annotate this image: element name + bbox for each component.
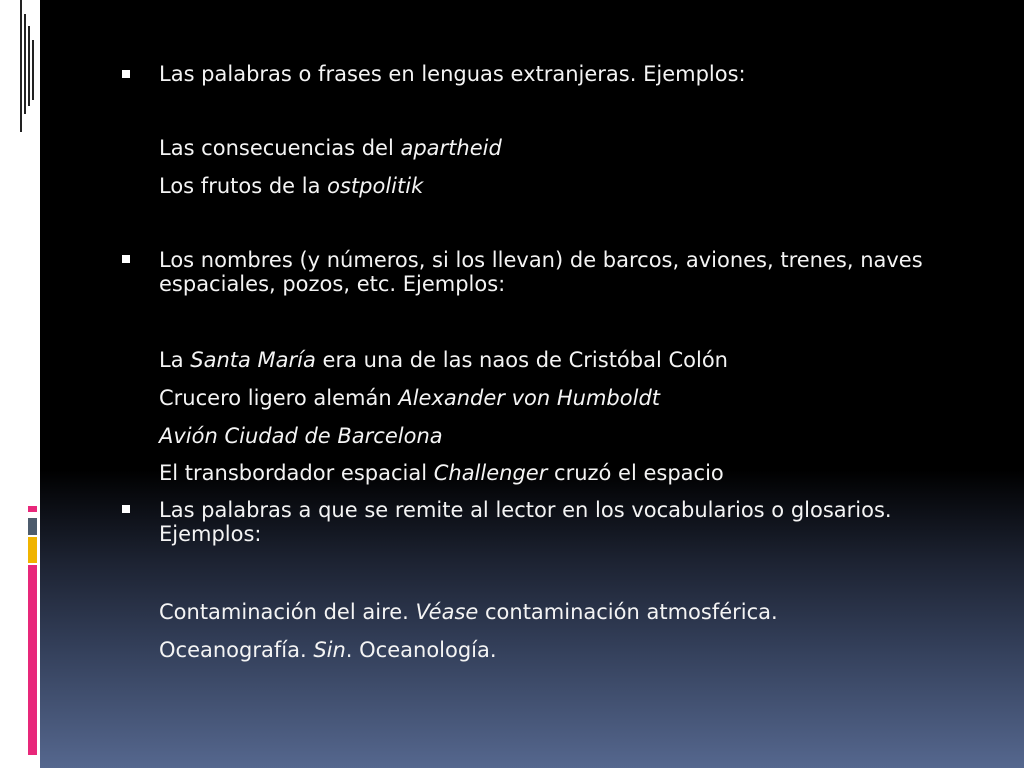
example-italic: Challenger <box>433 461 548 485</box>
example-plain: Las consecuencias del <box>159 136 401 160</box>
bullet-marker-1 <box>122 70 130 78</box>
example-pre: Contaminación del aire. <box>159 600 416 624</box>
example-plain: Los frutos de la <box>159 174 328 198</box>
example-pre: El transbordador espacial <box>159 461 434 485</box>
bullet-text-1: Las palabras o frases en lenguas extranjeras. Ejemplos: <box>159 62 746 86</box>
bullet-marker-2 <box>122 255 130 263</box>
example-italic: apartheid <box>400 136 502 160</box>
example-pre: La <box>159 348 191 372</box>
decorative-bar-grey <box>28 518 37 535</box>
example-pre: Oceanografía. <box>159 638 314 662</box>
bullet-text-3: Las palabras a que se remite al lector en los vocabularios o glosarios. Ejemplos: <box>159 498 892 546</box>
example-post: era una de las naos de Cristóbal Colón <box>315 348 728 372</box>
decorative-bar-gold <box>28 537 37 563</box>
example-line <box>159 600 778 624</box>
example-line <box>159 348 728 372</box>
example-post: contaminación atmosférica. <box>478 600 778 624</box>
decorative-bar-pink <box>28 565 37 755</box>
example-italic: ostpolitik <box>327 174 424 198</box>
decorative-bar-pink-small <box>28 506 37 512</box>
example-italic: Santa María <box>190 348 316 372</box>
example-line <box>159 174 423 198</box>
example-line <box>159 386 660 410</box>
example-italic: Alexander von Humboldt <box>398 386 661 410</box>
example-pre: Crucero ligero alemán <box>159 386 399 410</box>
example-post: . Oceanología. <box>345 638 497 662</box>
example-line <box>159 461 724 485</box>
example-italic: Avión Ciudad de Barcelona <box>159 424 443 448</box>
example-line <box>159 424 443 448</box>
example-line <box>159 638 497 662</box>
decorative-lines-icon <box>20 0 36 132</box>
example-italic: Véase <box>415 600 479 624</box>
example-line <box>159 136 502 160</box>
example-post: cruzó el espacio <box>547 461 724 485</box>
bullet-marker-3 <box>122 505 130 513</box>
bullet-text-2: Los nombres (y números, si los llevan) de barcos, aviones, trenes, naves espaciales, pozos, etc. Ejemplos: <box>159 248 923 296</box>
example-italic: Sin <box>313 638 346 662</box>
